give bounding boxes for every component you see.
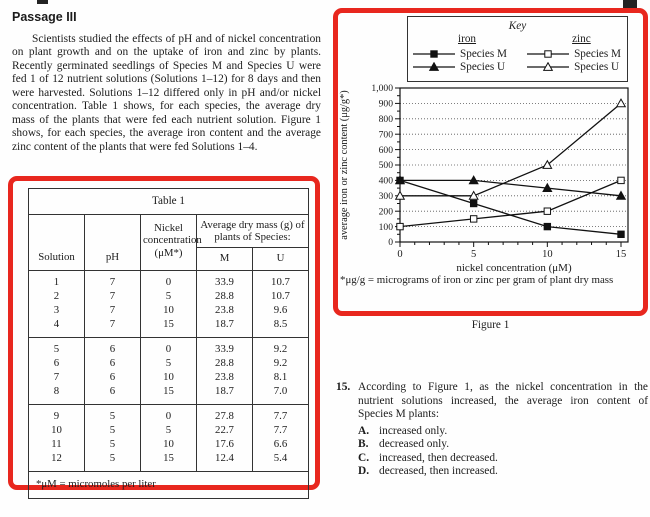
- table-cell: 9.6: [273, 304, 288, 316]
- table-cell: 12.4: [197, 452, 253, 472]
- table-cell: 2: [29, 290, 85, 304]
- table1: [28, 188, 309, 499]
- table-cell: 8.1: [273, 371, 288, 383]
- table1-footer: [29, 472, 309, 499]
- answer-choice-b: [358, 438, 648, 452]
- figure-caption: Figure 1: [471, 319, 510, 331]
- table-cell: 10: [141, 371, 197, 385]
- table-cell: 23.8: [197, 371, 253, 385]
- open-triangle-icon: [526, 62, 570, 72]
- legend-label: Species U: [574, 60, 620, 73]
- key-columns: [408, 32, 627, 77]
- legend-item: [412, 60, 507, 73]
- legend-label: Species M: [574, 47, 621, 60]
- y-tick-label: 400: [378, 175, 393, 187]
- table-cell: 0: [141, 271, 197, 290]
- open-square-marker-icon: [470, 216, 476, 222]
- answer-choices: [358, 425, 648, 479]
- table-cell: 15: [141, 385, 197, 405]
- x-tick-label: 10: [542, 249, 553, 260]
- table-cell: 28.8: [197, 290, 253, 304]
- question-15: [336, 381, 648, 479]
- col-header-u: U: [276, 252, 285, 264]
- page-edge-mark-left: [37, 0, 48, 4]
- open-square-marker-icon: [545, 50, 551, 56]
- table-row: [29, 318, 309, 338]
- table-caption-row: [29, 189, 309, 215]
- table-cell: 5: [85, 438, 141, 452]
- figure1-chart: [333, 80, 648, 285]
- table-row: [29, 304, 309, 318]
- table-row: [29, 385, 309, 405]
- table-cell: 18.7: [197, 318, 253, 338]
- table-cell: 0: [141, 338, 197, 357]
- legend-item: [526, 47, 621, 60]
- choice-letter: D.: [358, 465, 370, 478]
- col-header-ph: pH: [85, 215, 141, 271]
- table-row: [29, 405, 309, 424]
- table-cell: 7.7: [273, 424, 288, 436]
- x-tick-label: 15: [615, 249, 627, 260]
- table-cell: 7: [85, 304, 141, 318]
- table-cell: 10.7: [271, 290, 290, 302]
- y-tick-label: 900: [378, 98, 393, 110]
- open-triangle-marker-icon: [617, 99, 626, 107]
- y-tick-label: 1,000: [371, 83, 393, 95]
- choice-text: decreased only.: [379, 438, 450, 451]
- filled-square-marker-icon: [431, 50, 437, 56]
- table-cell: 6.6: [273, 438, 288, 450]
- table-cell: 23.8: [197, 304, 253, 318]
- legend-label: Species M: [460, 47, 507, 60]
- filled-square-marker-icon: [544, 223, 550, 229]
- table-row: [29, 338, 309, 357]
- choice-letter: A.: [358, 424, 370, 437]
- table-group: [29, 271, 309, 338]
- key-column-zinc: [526, 33, 621, 73]
- y-tick-label: 200: [378, 206, 393, 218]
- table-cell: 10: [29, 424, 85, 438]
- open-square-marker-icon: [397, 223, 403, 229]
- table-cell: 9.2: [273, 343, 288, 355]
- col-header-m: M: [197, 248, 253, 271]
- choice-letter: B.: [358, 438, 369, 451]
- passage-title: Passage III: [12, 10, 77, 24]
- table-cell: 5: [29, 338, 85, 357]
- table-row: [29, 271, 309, 290]
- table-cell: 5.4: [273, 452, 288, 464]
- table-cell: 10: [141, 438, 197, 452]
- x-tick-label: 0: [397, 249, 403, 260]
- answer-choice-d: [358, 465, 648, 479]
- choice-text: increased, then decreased.: [379, 451, 498, 464]
- table-cell: 5: [141, 424, 197, 438]
- table-cell: 5: [141, 290, 197, 304]
- x-axis-title: nickel concentration (μM): [456, 262, 572, 274]
- col-header-solution: Solution: [29, 215, 85, 271]
- table-cell: 12: [29, 452, 85, 472]
- filled-square-marker-icon: [618, 231, 624, 237]
- table-cell: 6: [29, 357, 85, 371]
- table-cell: 33.9: [197, 338, 253, 357]
- table-row: [29, 452, 309, 472]
- table-row: [29, 424, 309, 438]
- choice-letter: C.: [358, 451, 370, 464]
- table-row: [29, 290, 309, 304]
- table1-header: [29, 189, 309, 271]
- series-line-iron-species-u: [400, 180, 621, 195]
- legend-item: [412, 47, 507, 60]
- table-cell: 9: [29, 405, 85, 424]
- table-row: [29, 371, 309, 385]
- table-cell: 7: [29, 371, 85, 385]
- table-group: [29, 338, 309, 405]
- table-header-row-1: [29, 215, 309, 248]
- answer-choice-c: [358, 452, 648, 466]
- legend-label: Species U: [460, 60, 506, 73]
- table-footnote-row: [29, 472, 309, 499]
- table-cell: 8: [29, 385, 85, 405]
- table-cell: 5: [141, 357, 197, 371]
- table-title: Table 1: [29, 189, 309, 215]
- key-title: Key: [508, 20, 527, 32]
- table-cell: 5: [85, 405, 141, 424]
- y-tick-label: 600: [378, 144, 393, 156]
- filled-triangle-icon: [412, 62, 456, 72]
- table-cell: 7: [85, 290, 141, 304]
- open-square-marker-icon: [544, 208, 550, 214]
- table-cell: 18.7: [197, 385, 253, 405]
- y-tick-label: 700: [378, 129, 393, 141]
- answer-choice-a: [358, 425, 648, 439]
- choice-text: decreased, then increased.: [379, 465, 498, 478]
- table-cell: 22.7: [197, 424, 253, 438]
- table-row: [29, 357, 309, 371]
- col-header-species-span: Average dry mass (g) of plants of Species:: [197, 215, 309, 248]
- filled-square-icon: [412, 49, 456, 59]
- table-cell: 6: [85, 385, 141, 405]
- table-cell: 9.2: [273, 357, 288, 369]
- question-head: [336, 381, 648, 422]
- table-cell: 6: [85, 357, 141, 371]
- table-cell: 10.7: [271, 276, 290, 288]
- table-cell: 33.9: [197, 271, 253, 290]
- x-tick-label: 5: [471, 249, 477, 260]
- table-cell: 8.5: [273, 318, 288, 330]
- table-cell: 3: [29, 304, 85, 318]
- table-cell: 5: [85, 452, 141, 472]
- question-text: According to Figure 1, as the nickel concentration in the nutrient solutions increased, the average iron content of Species M plants:: [358, 381, 648, 420]
- table-cell: 6: [85, 371, 141, 385]
- y-tick-label: 500: [378, 160, 393, 172]
- table-cell: 17.6: [197, 438, 253, 452]
- open-square-icon: [526, 49, 570, 59]
- table-cell: 7: [85, 318, 141, 338]
- table-cell: 15: [141, 318, 197, 338]
- table-cell: 7: [85, 271, 141, 290]
- figure-footnote: *μg/g = micrograms of iron or zinc per gram of plant dry mass: [340, 274, 614, 286]
- table-cell: 27.8: [197, 405, 253, 424]
- legend-item: [526, 60, 621, 73]
- table-cell: 6: [85, 338, 141, 357]
- question-number: 15.: [336, 381, 351, 393]
- y-axis-title: average iron or zinc content (μg/g*): [339, 90, 350, 240]
- table-row: [29, 438, 309, 452]
- y-tick-label: 100: [378, 221, 393, 233]
- table-cell: 1: [29, 271, 85, 290]
- y-tick-label: 300: [378, 191, 393, 202]
- open-square-marker-icon: [618, 177, 624, 183]
- table-cell: 5: [85, 424, 141, 438]
- page-edge-mark-right: [623, 0, 637, 8]
- table-cell: 11: [29, 438, 85, 452]
- table-cell: 7.7: [273, 410, 288, 422]
- series-line-zinc-species-m: [400, 180, 621, 226]
- choice-text: increased only.: [379, 424, 448, 437]
- table-cell: 7.0: [273, 385, 288, 397]
- key-group-label: iron: [458, 33, 477, 45]
- table-cell: 15: [141, 452, 197, 472]
- col-header-nickel: Nickel concentration (μM*): [141, 215, 197, 271]
- y-tick-label: 800: [378, 114, 393, 125]
- figure1-key: [407, 16, 628, 82]
- table-cell: 28.8: [197, 357, 253, 371]
- table-cell: 4: [29, 318, 85, 338]
- table-cell: 0: [141, 405, 197, 424]
- table-cell: 10: [141, 304, 197, 318]
- table-group: [29, 405, 309, 472]
- filled-square-marker-icon: [470, 200, 476, 206]
- key-column-iron: [412, 33, 507, 73]
- passage-body: Scientists studied the effects of pH and of nickel concentration on plant growth and on the uptake of iron and zinc by plants. Recently germinated seedlings of Species M and Species U were fed 1 of 12 nutrient solutions (Solutions 1–12) for 8 days and then were harvested. Solutions 1–12 differed only in pH and/or nickel concentration. Table 1 shows, for each species, the average dry mass of the plants that were fed each nutrient solution. Figure 1 shows, for each species, the average iron content and the average zinc content of the plants that were fed Solutions 1–4.: [12, 33, 321, 153]
- key-group-label: zinc: [572, 33, 591, 45]
- y-tick-label: 0: [388, 237, 393, 249]
- table-footnote: *μM = micromoles per liter: [29, 472, 309, 499]
